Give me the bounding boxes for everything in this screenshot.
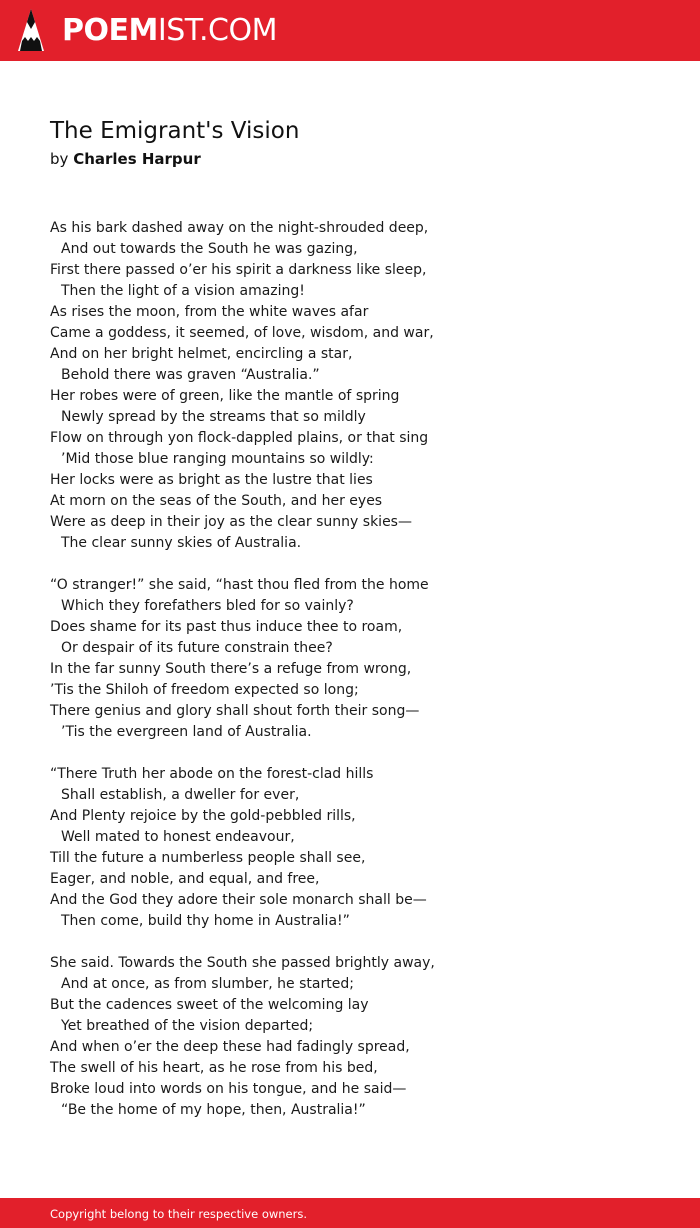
poem-line: Does shame for its past thus induce thee to roam, — [50, 619, 403, 635]
poem-line: Which they forefathers bled for so vainly? — [61, 598, 354, 614]
stanza — [50, 575, 670, 743]
poem-line: There genius and glory shall shout forth their song— — [50, 703, 420, 719]
copyright-notice: Copyright belong to their respective owners. — [50, 1207, 308, 1221]
logo-text-bold: POEM — [62, 13, 158, 48]
logo-text-light: IST.COM — [157, 13, 277, 48]
stanza — [50, 953, 670, 1121]
poem-line: “O stranger!” she said, “hast thou fled from the home — [50, 577, 429, 593]
poem-line: First there passed o’er his spirit a darkness like sleep, — [50, 262, 427, 278]
poem-line: Eager, and noble, and equal, and free, — [50, 871, 320, 887]
poem-line: As his bark dashed away on the night-shrouded deep, — [50, 220, 429, 236]
poem-line: Then come, build thy home in Australia!” — [61, 913, 350, 929]
poem-title: The Emigrant's Vision — [50, 118, 300, 144]
poem-line: Or despair of its future constrain thee? — [61, 640, 333, 656]
stanza — [50, 218, 670, 554]
poem-body — [50, 218, 670, 1121]
poem-line: She said. Towards the South she passed brightly away, — [50, 955, 435, 971]
poem-line: Shall establish, a dweller for ever, — [61, 787, 300, 803]
poem-line: And out towards the South he was gazing, — [61, 241, 358, 257]
poem-line: Newly spread by the streams that so mildly — [61, 409, 366, 425]
poem-line: And the God they adore their sole monarch shall be— — [50, 892, 427, 908]
poem-line: Behold there was graven “Australia.” — [61, 367, 320, 383]
poem-line: ’Mid those blue ranging mountains so wildly: — [61, 451, 374, 467]
by-label: by — [50, 150, 69, 168]
poem-line: The clear sunny skies of Australia. — [61, 535, 302, 551]
poem-line: As rises the moon, from the white waves afar — [50, 304, 369, 320]
poem-line: Her locks were as bright as the lustre that lies — [50, 472, 373, 488]
poem-line: And at once, as from slumber, he started; — [61, 976, 354, 992]
poem-line: “Be the home of my hope, then, Australia!” — [61, 1102, 366, 1118]
poem-line: And on her bright helmet, encircling a star, — [50, 346, 353, 362]
poem-line: At morn on the seas of the South, and her eyes — [50, 493, 383, 509]
poem-line: Then the light of a vision amazing! — [61, 283, 305, 299]
poem-line: And when o’er the deep these had fadingly spread, — [50, 1039, 410, 1055]
poem-line: Came a goddess, it seemed, of love, wisdom, and war, — [50, 325, 434, 341]
poem-line: “There Truth her abode on the forest-clad hills — [50, 766, 374, 782]
poem-line: Flow on through yon flock-dappled plains, or that sing — [50, 430, 429, 446]
byline — [50, 148, 201, 170]
pencil-tip-icon[interactable] — [18, 9, 44, 51]
poem-line: ’Tis the evergreen land of Australia. — [61, 724, 312, 740]
poem-line: And Plenty rejoice by the gold-pebbled rills, — [50, 808, 356, 824]
poem-line: Well mated to honest endeavour, — [61, 829, 295, 845]
author-name: Charles Harpur — [73, 150, 201, 168]
poem-line: Yet breathed of the vision departed; — [61, 1018, 314, 1034]
poem-line: In the far sunny South there’s a refuge from wrong, — [50, 661, 412, 677]
poem-line: The swell of his heart, as he rose from his bed, — [50, 1060, 378, 1076]
stanza — [50, 764, 670, 932]
poem-line: Her robes were of green, like the mantle of spring — [50, 388, 400, 404]
poem-line: But the cadences sweet of the welcoming lay — [50, 997, 369, 1013]
site-logo[interactable] — [62, 11, 277, 51]
site-footer — [0, 1198, 700, 1228]
poem-line: Broke loud into words on his tongue, and he said— — [50, 1081, 407, 1097]
poem-line: Were as deep in their joy as the clear sunny skies— — [50, 514, 412, 530]
site-header — [0, 0, 700, 61]
poem-line: ’Tis the Shiloh of freedom expected so long; — [50, 682, 359, 698]
poem-line: Till the future a numberless people shall see, — [50, 850, 366, 866]
